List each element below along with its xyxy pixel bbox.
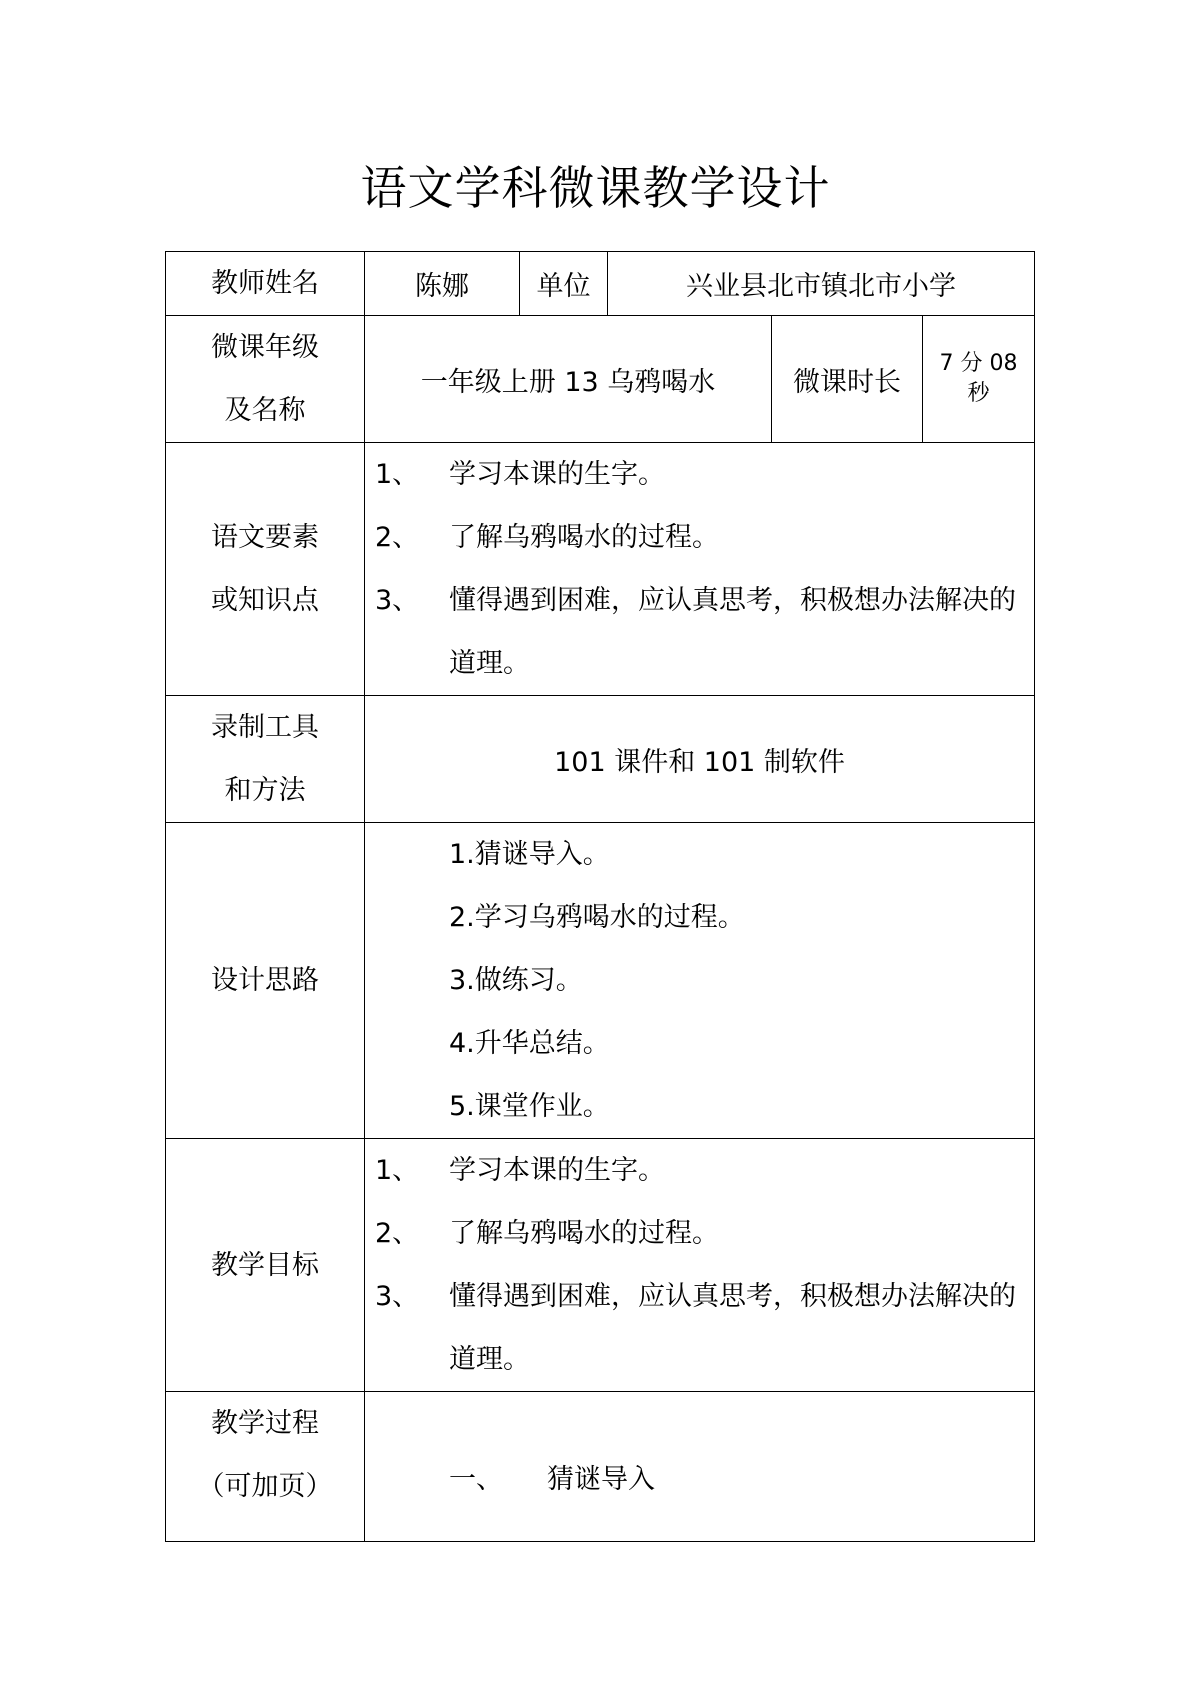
teacher-name-label: 教师姓名 [166,252,365,316]
goal-item-text: 了解乌鸦喝水的过程。 [449,1218,719,1249]
process-label [166,1392,365,1542]
teacher-name: 陈娜 [365,252,520,316]
tools-label-line1: 录制工具 [211,712,319,743]
knowledge-item [365,506,1026,569]
goal-item-text: 懂得遇到困难，应认真思考，积极想办法解决的道理。 [449,1281,1016,1375]
duration-label: 微课时长 [772,316,923,443]
course-name: 一年级上册 13 乌鸦喝水 [365,316,772,443]
unit-value: 兴业县北市镇北市小学 [608,252,1035,316]
knowledge-item [365,569,1026,695]
course-label-line1: 微课年级 [211,332,319,363]
tools-row [166,696,1035,823]
design-item: 3.做练习。 [449,965,583,996]
knowledge-item-text: 懂得遇到困难，应认真思考，积极想办法解决的道理。 [449,585,1016,679]
knowledge-list [365,443,1034,695]
goals-row [166,1139,1035,1392]
course-row [166,316,1035,443]
goal-item-number: 1、 [375,1155,420,1186]
design-content [365,823,1035,1139]
knowledge-label-line1: 语文要素 [211,522,319,553]
goals-list [365,1139,1034,1391]
design-row [166,823,1035,1139]
knowledge-item-number: 2、 [375,522,420,553]
tools-label [166,696,365,823]
course-label [166,316,365,443]
knowledge-content [365,443,1035,696]
knowledge-item-text: 了解乌鸦喝水的过程。 [449,522,719,553]
design-list [365,823,1034,1138]
duration-line1: 7 分 08 [939,351,1018,376]
teacher-row [166,252,1035,316]
knowledge-item-number: 3、 [375,585,420,616]
knowledge-label-line2: 或知识点 [211,585,319,616]
goal-item-number: 3、 [375,1281,420,1312]
duration-line2: 秒 [967,381,990,406]
design-item: 2.学习乌鸦喝水的过程。 [449,902,745,933]
course-label-line2: 及名称 [224,395,306,426]
knowledge-row [166,443,1035,696]
process-step-number: 一、 [449,1464,503,1495]
process-label-line1: 教学过程 [211,1408,319,1439]
tools-label-line2: 和方法 [224,775,306,806]
knowledge-item [365,443,1026,506]
process-content [365,1392,1035,1542]
goals-content [365,1139,1035,1392]
goal-item [365,1265,1026,1391]
page-title: 语文学科微课教学设计 [360,161,831,215]
knowledge-item-number: 1、 [375,459,420,490]
goal-item [365,1202,1026,1265]
design-item: 5.课堂作业。 [449,1091,610,1122]
duration-value [923,316,1035,443]
process-label-line2: （可加页） [197,1471,333,1502]
tools-value: 101 课件和 101 制软件 [365,696,1035,823]
design-item: 1.猜谜导入。 [449,839,610,870]
goal-item-text: 学习本课的生字。 [449,1155,665,1186]
goal-item [365,1139,1026,1202]
process-step-text: 猜谜导入 [547,1464,655,1495]
design-item: 4.升华总结。 [449,1028,610,1059]
goal-item-number: 2、 [375,1218,420,1249]
lesson-design-table [165,251,1035,1542]
knowledge-label [166,443,365,696]
process-step [365,1448,1034,1511]
knowledge-item-text: 学习本课的生字。 [449,459,665,490]
unit-label: 单位 [520,252,608,316]
goals-label: 教学目标 [166,1139,365,1392]
process-row [166,1392,1035,1542]
design-label: 设计思路 [166,823,365,1139]
